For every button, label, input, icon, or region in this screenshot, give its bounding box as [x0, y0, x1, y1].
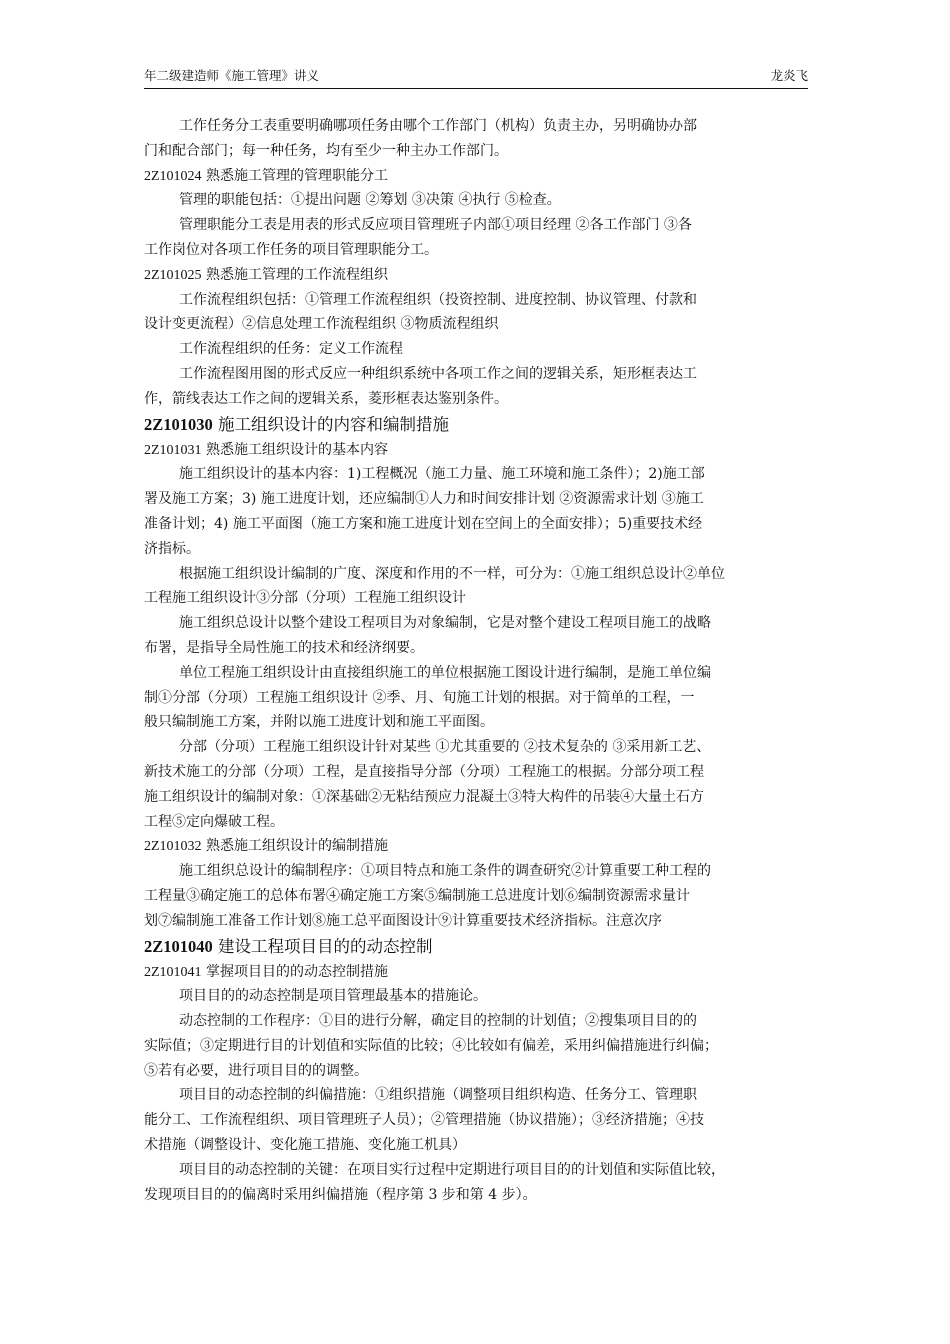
subsection-heading [144, 164, 804, 189]
subsection-heading [144, 960, 804, 985]
paragraph-first-line: 项目目的动态控制的纠偏措施：①组织措施（调整项目组织构造、任务分工、管理职 [179, 1087, 697, 1104]
paragraph-first-line: 工作流程图用图的形式反应一种组织系统中各项工作之间的逻辑关系，矩形框表达工 [179, 365, 697, 382]
subsection-title: 熟悉施工组织设计的基本内容 [201, 441, 389, 458]
subsection-title: 熟悉施工管理的管理职能分工 [201, 167, 389, 184]
paragraph-line: 署及施工方案；3) 施工进度计划，还应编制①人力和时间安排计划 ②资源需求计划 ③施工 [144, 491, 704, 508]
section-heading [144, 934, 804, 960]
section-code: 2Z101040 [144, 936, 213, 956]
paragraph-line: 发现项目目的的偏离时采用纠偏措施（程序第 3 步和第 4 步）。 [144, 1186, 537, 1203]
paragraph-line: 施工组织设计的编制对象：①深基础②无粘结预应力混凝土③特大构件的吊装④大量土石方 [144, 788, 704, 805]
paragraph-first-line: 项目目的的动态控制是项目管理最基本的措施论。 [179, 988, 487, 1005]
section-code: 2Z101030 [144, 414, 213, 434]
header-author: 龙炎飞 [770, 68, 808, 83]
subsection-title: 熟悉施工组织设计的编制措施 [201, 838, 389, 855]
subsection-code: 2Z101025 [144, 267, 202, 283]
paragraph-line: 准备计划；4) 施工平面图（施工方案和施工进度计划在空间上的全面安排）；5)重要技术经 [144, 515, 703, 532]
paragraph-first-line: 工作流程组织的任务：定义工作流程 [179, 341, 403, 358]
paragraph-line: 作，箭线表达工作之间的逻辑关系，菱形框表达鉴别条件。 [144, 390, 508, 407]
paragraph-line: 工程施工组织设计③分部（分项）工程施工组织设计 [144, 590, 466, 607]
paragraph-line: 济指标。 [144, 540, 200, 557]
paragraph-line: ⑤若有必要，进行项目目的的调整。 [144, 1062, 368, 1079]
paragraph-line: 工程量③确定施工的总体布署④确定施工方案⑤编制施工总进度计划⑥编制资源需求量计 [144, 887, 690, 904]
header-title: 年二级建造师《施工管理》讲义 [144, 68, 320, 83]
paragraph-line: 新技术施工的分部（分项）工程，是直接指导分部（分项）工程施工的根据。分部分项工程 [144, 763, 704, 780]
paragraph-first-line: 工作任务分工表重要明确哪项任务由哪个工作部门（机构）负责主办，另明确协办部 [179, 118, 697, 134]
paragraph-first-line: 分部（分项）工程施工组织设计针对某些 ①尤其重要的 ②技术复杂的 ③采用新工艺、 [179, 739, 711, 756]
paragraph-line: 术措施（调整设计、变化施工措施、变化施工机具） [144, 1137, 466, 1154]
subsection-heading [144, 834, 804, 859]
subsection-heading [144, 438, 804, 463]
paragraph-first-line: 管理职能分工表是用表的形式反应项目管理班子内部①项目经理 ②各工作部门 ③各 [179, 217, 692, 234]
section-heading [144, 412, 804, 438]
subsection-code: 2Z101041 [144, 964, 202, 980]
header-divider [144, 88, 808, 89]
subsection-code: 2Z101024 [144, 168, 202, 184]
paragraph-first-line: 管理的职能包括：①提出问题 ②筹划 ③决策 ④执行 ⑤检查。 [179, 192, 561, 209]
paragraph-first-line: 根据施工组织设计编制的广度、深度和作用的不一样，可分为：①施工组织总设计②单位 [179, 565, 725, 582]
paragraph-first-line: 单位工程施工组织设计由直接组织施工的单位根据施工图设计进行编制，是施工单位编 [179, 664, 711, 681]
paragraph-line: 实际值；③定期进行目的计划值和实际值的比较；④比较如有偏差，采用纠偏措施进行纠偏； [144, 1037, 718, 1054]
paragraph-line: 工作岗位对各项工作任务的项目管理职能分工。 [144, 241, 438, 258]
page-header [144, 66, 808, 86]
paragraph-first-line: 施工组织总设计以整个建设工程项目为对象编制，它是对整个建设工程项目施工的战略 [179, 615, 711, 632]
paragraph-line: 布署，是指导全局性施工的技术和经济纲要。 [144, 639, 424, 656]
subsection-code: 2Z101031 [144, 442, 202, 458]
paragraph-first-line: 动态控制的工作程序：①目的进行分解，确定目的控制的计划值；②搜集项目目的的 [179, 1013, 697, 1030]
paragraph-line: 划⑦编制施工准备工作计划⑧施工总平面图设计⑨计算重要技术经济指标。注意次序 [144, 912, 662, 929]
paragraph-line: 能分工、工作流程组织、项目管理班子人员）；②管理措施（协议措施）；③经济措施；④技 [144, 1112, 704, 1129]
paragraph-line: 设计变更流程）②信息处理工作流程组织 ③物质流程组织 [144, 316, 499, 333]
paragraph-first-line: 施工组织总设计的编制程序：①项目特点和施工条件的调查研究②计算重要工种工程的 [179, 863, 711, 880]
subsection-heading [144, 263, 804, 288]
paragraph-line: 门和配合部门；每一种任务，均有至少一种主办工作部门。 [144, 142, 508, 159]
subsection-code: 2Z101032 [144, 839, 202, 855]
paragraph-line: 制①分部（分项）工程施工组织设计 ②季、月、旬施工计划的根据。对于简单的工程，一 [144, 689, 695, 706]
paragraph-first-line: 施工组织设计的基本内容：1)工程概况（施工力量、施工环境和施工条件）；2)施工部 [179, 466, 705, 483]
paragraph-line: 般只编制施工方案，并附以施工进度计划和施工平面图。 [144, 714, 494, 731]
section-title: 施工组织设计的内容和编制措施 [212, 414, 450, 434]
subsection-title: 熟悉施工管理的工作流程组织 [201, 266, 389, 283]
paragraph-first-line: 项目目的动态控制的关键：在项目实行过程中定期进行项目目的的计划值和实际值比较， [179, 1161, 725, 1178]
paragraph-first-line: 工作流程组织包括：①管理工作流程组织（投资控制、进度控制、协议管理、付款和 [179, 291, 697, 308]
section-title: 建设工程项目目的的动态控制 [212, 936, 433, 956]
subsection-title: 掌握项目目的的动态控制措施 [201, 963, 389, 980]
document-body [144, 114, 804, 1207]
paragraph-line: 工程⑤定向爆破工程。 [144, 813, 284, 830]
